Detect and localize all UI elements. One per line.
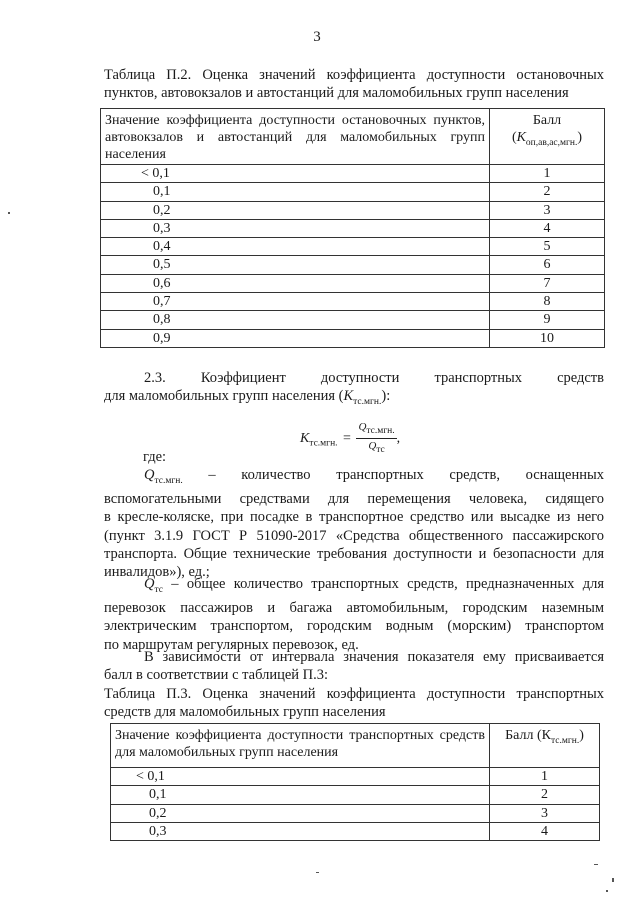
formula	[300, 420, 400, 457]
formula-numerator	[356, 420, 396, 439]
formula-den-sub: тс	[376, 445, 385, 456]
table2-value-cell: 0,9	[101, 329, 490, 347]
table2-row	[101, 329, 605, 347]
formula-den-Q: Q	[368, 440, 377, 453]
table3-score-cell: 4	[490, 822, 600, 840]
table2-score-cell: 3	[490, 201, 605, 219]
table3-body	[111, 768, 600, 841]
table2-row	[101, 238, 605, 256]
table3-row	[111, 804, 600, 822]
table2-value-cell: 0,4	[101, 238, 490, 256]
table2-row	[101, 274, 605, 292]
table2-row	[101, 183, 605, 201]
table3-header-score-label: Балл (К	[505, 728, 551, 743]
table2-row	[101, 293, 605, 311]
table2-header-score-label: Балл	[532, 113, 562, 128]
section-2-3-K: К	[343, 388, 354, 405]
def1-line5: транспорта. Общие технические требования доступности и безопасности для	[104, 545, 604, 562]
table3-score-cell: 3	[490, 804, 600, 822]
scan-speck	[606, 890, 608, 892]
def1-line1	[104, 466, 604, 490]
table3-score-cell: 1	[490, 768, 600, 786]
table3-value-cell: 0,1	[111, 786, 490, 804]
def1-Q-sub: тс.мгн.	[154, 475, 183, 486]
table2-caption-line1: Таблица П.2. Оценка значений коэффициента доступности остановочных	[104, 67, 604, 83]
table2	[100, 108, 605, 348]
def2-line2: перевозок пассажиров и багажа автомобильным, городским наземным	[104, 600, 604, 617]
def1-line6: инвалидов»), ед.;	[104, 563, 210, 580]
def1-text1: – количество транспортных средств, оснащенных	[182, 467, 604, 483]
formula-num-Q: Q	[358, 421, 367, 433]
formula-lhs-K: К	[300, 430, 310, 446]
scan-speck	[316, 872, 319, 873]
table2-row	[101, 165, 605, 183]
table2-score-cell: 4	[490, 219, 605, 237]
table2-value-cell: 0,5	[101, 256, 490, 274]
interval-line1: В зависимости от интервала значения показателя ему присваивается	[144, 649, 604, 665]
section-2-3-line2-end: ):	[381, 388, 391, 405]
table2-value-cell: 0,2	[101, 201, 490, 219]
table3-header-row	[111, 724, 600, 768]
def2-text1: – общее количество транспортных средств, предназначенных для	[162, 576, 604, 592]
section-2-3-line2-text: для маломобильных групп населения (	[104, 388, 344, 405]
table2-header-value-text: Значение коэффициента доступности остановочных пунктов, автовокзалов и автостанций для маломобильных групп населения	[105, 113, 485, 162]
table2-score-cell: 10	[490, 329, 605, 347]
table3-value-cell: 0,2	[111, 804, 490, 822]
table3-row	[111, 786, 600, 804]
table2-row	[101, 201, 605, 219]
def2-Q-sub: тс	[154, 584, 163, 595]
table3-header-value-text: Значение коэффициента доступности транспортных средств для маломобильных групп населения	[115, 728, 485, 760]
table3-header-score-sub: тс.мгн.	[550, 735, 580, 746]
section-2-3-line1: 2.3. Коэффициент доступности транспортных средств	[144, 370, 604, 386]
table2-value-cell: 0,3	[101, 219, 490, 237]
formula-num-sub: тс.мгн.	[366, 426, 395, 437]
table3-header-score	[490, 724, 600, 768]
formula-comma: ,	[396, 430, 401, 446]
table3-header-value	[111, 724, 490, 768]
def2-Q: Q	[144, 576, 155, 592]
table3-caption-line1: Таблица П.3. Оценка значений коэффициента доступности транспортных	[104, 686, 604, 702]
table2-header-row	[101, 109, 605, 165]
table2-caption-line2: пунктов, автовокзалов и автостанций для маломобильных групп населения	[104, 85, 569, 101]
section-2-3-line2	[104, 387, 604, 411]
table2-score-cell: 2	[490, 183, 605, 201]
table2-header-score	[490, 109, 605, 165]
table2-value-cell: 0,6	[101, 274, 490, 292]
table2-score-cell: 1	[490, 165, 605, 183]
table3-row	[111, 822, 600, 840]
table3-score-cell: 2	[490, 786, 600, 804]
definition-q-tc	[104, 575, 604, 654]
where-label: где:	[143, 449, 167, 465]
table2-caption	[104, 66, 604, 102]
section-2-3	[104, 369, 604, 411]
table2-header-score-symbol: $(К_{оп,ав,ас,мгн.})$	[511, 130, 583, 149]
table2-score-cell: 7	[490, 274, 605, 292]
table3-value-cell: < 0,1	[111, 768, 490, 786]
def2-line4: по маршрутам регулярных перевозок, ед.	[104, 636, 359, 653]
table2-header-value	[101, 109, 490, 165]
table2-row	[101, 311, 605, 329]
table3-row	[111, 768, 600, 786]
table2-score-cell: 9	[490, 311, 605, 329]
table3-value-cell: 0,3	[111, 822, 490, 840]
section-2-3-K-sub: тс.мгн.	[353, 397, 382, 408]
definition-q-tc-mgn	[104, 466, 604, 581]
def1-line2: вспомогательными средствами для перемещения человека, сидящего	[104, 491, 604, 508]
table2-value-cell: 0,7	[101, 293, 490, 311]
formula-fraction	[356, 420, 396, 457]
formula-equals: =	[343, 430, 351, 446]
scan-speck	[594, 864, 598, 865]
formula-denominator	[356, 439, 396, 457]
interval-paragraph	[104, 648, 604, 684]
table2-score-cell: 5	[490, 238, 605, 256]
interval-line2: балл в соответствии с таблицей П.3:	[104, 667, 329, 684]
def2-line1	[104, 575, 604, 599]
scan-speck	[8, 212, 10, 214]
table2-value-cell: 0,1	[101, 183, 490, 201]
table2-row	[101, 219, 605, 237]
formula-lhs-sub: тс.мгн.	[309, 438, 338, 449]
table3-caption	[104, 685, 604, 721]
table3-caption-line2: средств для маломобильных групп населения	[104, 704, 386, 720]
def1-Q: Q	[144, 467, 155, 483]
table2-header-K: К	[516, 130, 526, 146]
table2-value-cell: < 0,1	[101, 165, 490, 183]
table2-score-cell: 8	[490, 293, 605, 311]
table3	[110, 723, 600, 841]
table2-row	[101, 256, 605, 274]
page-number: 3	[313, 29, 321, 45]
table2-value-cell: 0,8	[101, 311, 490, 329]
table2-body	[101, 165, 605, 348]
table2-score-cell: 6	[490, 256, 605, 274]
table3-header-score-end: )	[579, 728, 584, 743]
def1-line3: в кресле-коляске, при посадке в транспортное средство или высадке из него	[104, 509, 604, 526]
table2-header-K-sub: оп,ав,ас,мгн.	[525, 138, 578, 149]
def1-line4: (пункт 3.1.9 ГОСТ Р 51090-2017 «Средства общественного пассажирского	[104, 527, 604, 544]
scan-speck	[612, 878, 614, 882]
def2-line3: электрическим транспортом, городским водным (морским) транспортом	[104, 618, 604, 635]
